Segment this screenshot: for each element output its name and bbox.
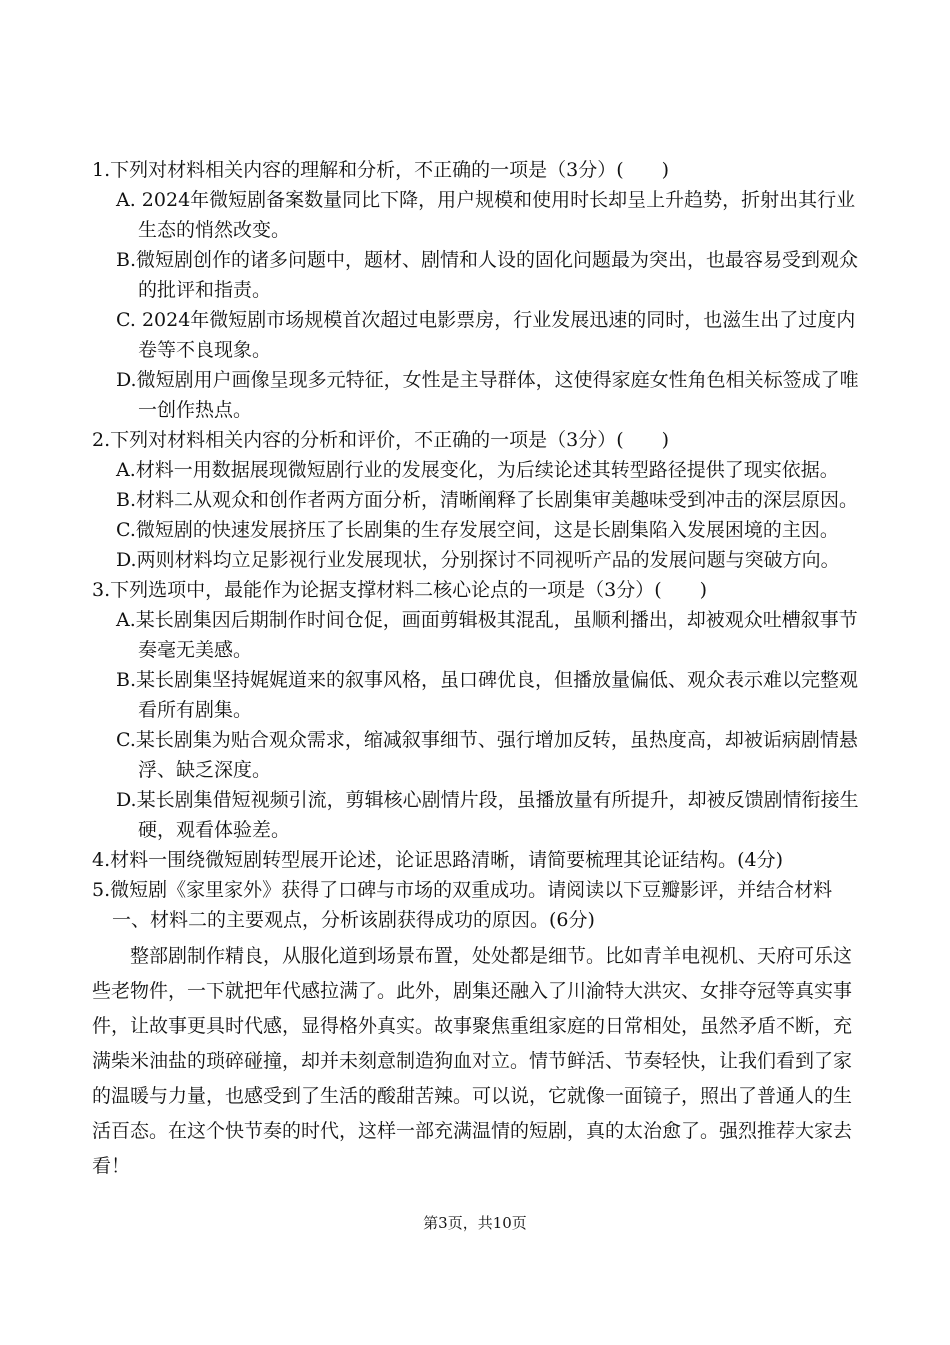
option-b: B.某长剧集坚持娓娓道来的叙事风格，虽口碑优良，但播放量偏低、观众表示难以完整观看所有剧集。 bbox=[116, 669, 859, 721]
question-section bbox=[92, 155, 867, 1184]
option-d: D.某长剧集借短视频引流，剪辑核心剧情片段，虽播放量有所提升，却被反馈剧情衔接生硬，观看体验差。 bbox=[116, 789, 859, 841]
option-c: C.某长剧集为贴合观众需求，缩减叙事细节、强行增加反转，虽热度高，却被诟病剧情悬浮、缺乏深度。 bbox=[116, 729, 858, 781]
question-3 bbox=[92, 575, 867, 845]
option-d: D.两则材料均立足影视行业发展现状，分别探讨不同视听产品的发展问题与突破方向。 bbox=[116, 549, 840, 571]
option-d: D.微短剧用户画像呈现多元特征，女性是主导群体，这使得家庭女性角色相关标签成了唯一创作热点。 bbox=[116, 369, 859, 421]
option-c: C.微短剧的快速发展挤压了长剧集的生存发展空间，这是长剧集陷入发展困境的主因。 bbox=[116, 519, 839, 541]
question-1 bbox=[92, 155, 867, 425]
question-stem: 2.下列对材料相关内容的分析和评价，不正确的一项是（3分）( ) bbox=[92, 429, 670, 451]
question-stem: 1.下列对材料相关内容的理解和分析，不正确的一项是（3分）( ) bbox=[92, 159, 670, 181]
option-a: A. 2024年微短剧备案数量同比下降，用户规模和使用时长却呈上升趋势，折射出其行业生态的悄然改变。 bbox=[116, 189, 856, 241]
option-c: C. 2024年微短剧市场规模首次超过电影票房，行业发展迅速的同时，也滋生出了过度内卷等不良现象。 bbox=[116, 309, 856, 361]
question-stem: 3.下列选项中，最能作为论据支撑材料二核心论点的一项是（3分）( ) bbox=[92, 579, 708, 601]
question-5 bbox=[92, 875, 867, 935]
douban-review-paragraph: 整部剧制作精良，从服化道到场景布置，处处都是细节。比如青羊电视机、天府可乐这些老物件，一下就把年代感拉满了。此外，剧集还融入了川渝特大洪灾、女排夺冠等真实事件，让故事更具时代感，显得格外真实。故事聚焦重组家庭的日常相处，虽然矛盾不断，充满柴米油盐的琐碎碰撞，却并未刻意制造狗血对立。情节鲜活、节奏轻快，让我们看到了家的温暖与力量，也感受到了生活的酸甜苦辣。可以说，它就像一面镜子，照出了普通人的生活百态。在这个快节奏的时代，这样一部充满温情的短剧，真的太治愈了。强烈推荐大家去看！ bbox=[92, 945, 853, 1177]
question-stem: 5.微短剧《家里家外》获得了口碑与市场的双重成功。请阅读以下豆瓣影评，并结合材料一、材料二的主要观点，分析该剧获得成功的原因。(6分) bbox=[92, 879, 833, 931]
option-b: B.微短剧创作的诸多问题中，题材、剧情和人设的固化问题最为突出，也最容易受到观众的批评和指责。 bbox=[116, 249, 859, 301]
question-4 bbox=[92, 845, 867, 875]
option-a: A.某长剧集因后期制作时间仓促，画面剪辑极其混乱，虽顺利播出，却被观众吐槽叙事节奏毫无美感。 bbox=[116, 609, 858, 661]
option-b: B.材料二从观众和创作者两方面分析，清晰阐释了长剧集审美趣味受到冲击的深层原因。 bbox=[116, 489, 859, 511]
page-number-footer: 第3页，共10页 bbox=[423, 1214, 527, 1232]
question-stem: 4.材料一围绕微短剧转型展开论述，论证思路清晰，请简要梳理其论证结构。(4分) bbox=[92, 849, 784, 871]
question-2 bbox=[92, 425, 867, 575]
option-a: A.材料一用数据展现微短剧行业的发展变化，为后续论述其转型路径提供了现实依据。 bbox=[116, 459, 839, 481]
